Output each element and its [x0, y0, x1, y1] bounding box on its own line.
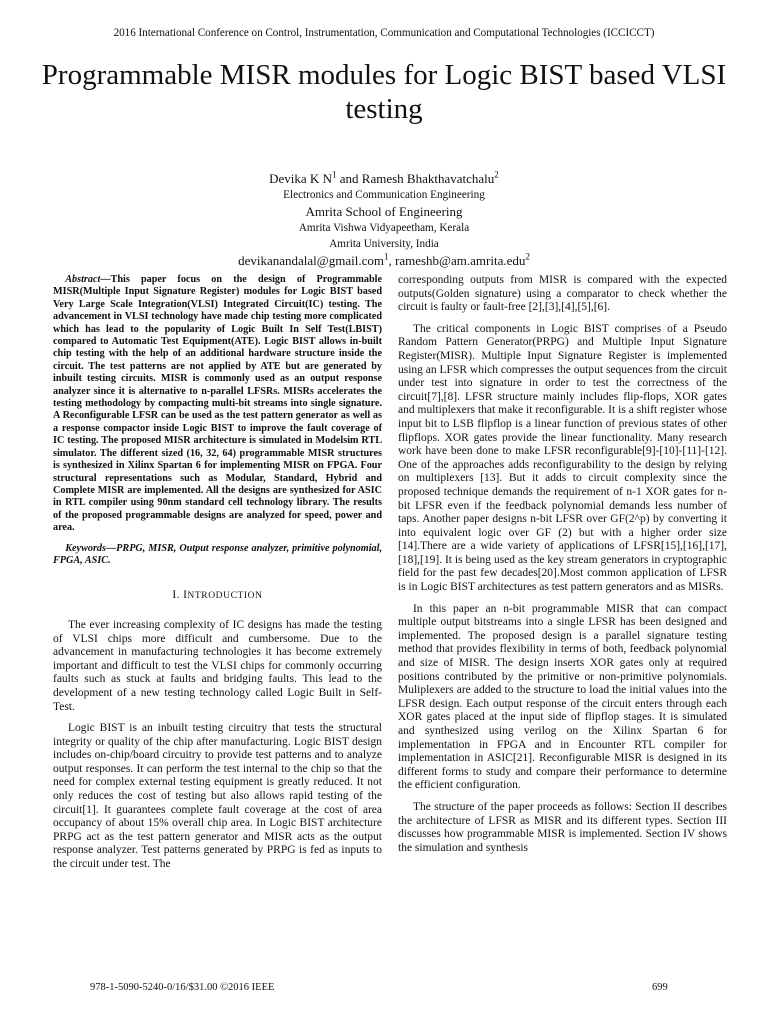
keywords-dash: —: [105, 542, 117, 554]
footer-page-number: 699: [652, 982, 668, 993]
author-names: [0, 170, 768, 187]
paper-title: Programmable MISR modules for Logic BIST based VLSI testing: [41, 59, 727, 125]
conference-header: 2016 International Conference on Control, Instrumentation, Communication and Computational Technologies (ICCICCT): [113, 27, 655, 39]
abstract: [53, 274, 382, 535]
intro-paragraph-4: In this paper an n-bit programmable MISR that can compact multiple output bitstreams into a single LFSR has been designed and implemented. The proposed design is a parallel signature testing method that provides flexibility in terms of both, feedback polynomial and size of MISR. The design inserts XOR gates only at required positions contributed by the primitive or non-primitive polynomials. Muliplexers are added to the structure to load the initial values into the LFSR design. Each output response of the circuit enters through each XOR gates placed at the input side of flipflop stages. It is simulated and synthesized using verilog on the Xilinx Spartan 6 for implementation in FPGA and in Encounter RTL compiler for implementation in ASIC[21]. Reconfigurable MISR is designed in its different forms to study and compare their performance to determine the efficient configuration.: [398, 602, 727, 792]
author-emails: [0, 252, 768, 269]
email-2[interactable]: rameshb@am.amrita.edu: [395, 253, 526, 268]
affiliation-university: Amrita Vishwa Vidyapeetham, Kerala: [298, 222, 470, 234]
email-2-sup: 2: [525, 251, 530, 262]
affiliation-country: Amrita University, India: [329, 238, 439, 250]
abstract-label: Abstract: [65, 274, 101, 285]
email-separator: ,: [388, 253, 396, 268]
intro-paragraph-2: Logic BIST is an inbuilt testing circuitry that tests the structural integrity or quality of the chip after manufacturing. Logic BIST design includes on-chip/board circuitry to provide test patterns and to analyze output responses. It can perform the test internal to the chip so that the need for complex external testing equipment is greatly reduced. It not only reduces the cost of testing but also allows rapid testing of the circuit[1]. It guarantees complete fault coverage at the cost of area occupancy of about 15% overall chip area. In Logic BIST architecture PRPG act as the test pattern generator and MISR acts as the output response analyzer. Test patterns generated by PRPG is fed as inputs to the circuit under test. The: [53, 722, 382, 871]
abstract-text: This paper focus on the design of Programmable MISR(Multiple Input Signature Register) modules for Logic BIST based Very Large Scale Integration(VLSI) Integrated Circuit(IC) testing. The advancement in VLSI technology have made chip testing more complicated which has lead to the popularity of Logic Built In Self Test(LBIST) compared to Automatic Test Equipment(ATE). Logic BIST allows in-built chip testing with the help of an additional hardware structure inside the circuit. The test patterns are not applied by ATE but are generated by inbuilt testing circuits. MISR is commonly used as an output response analyzer since it is alternative to n-parallel LFSRs. MISRs accelerates the testing methodology by compacting multi-bit streams into single signature. A Reconfigurable LFSR can be used as the test pattern generator as well as a response compactor inside Logic BIST to improve the fault coverage of IC testing. The proposed MISR architecture is simulated in Modelsim RTL simulator. The different sized (16, 32, 64) programmable MISR structures is synthesized in Xilinx Spartan 6 for implementing MISR on FPGA. Four structural representations such as Modular, Standard, Hybrid and Complete MISR are implemented. All the designs are synthesized for ASIC in RTL compiler using 90nm standard cell technology library. The results of the proposed programmable designs are analyzed for speed, power and area.: [53, 274, 382, 534]
left-column: [53, 274, 382, 880]
section-title-rest: NTRODUCTION: [187, 591, 263, 602]
affiliation-school: Amrita School of Engineering: [305, 204, 463, 219]
abstract-dash: —: [100, 274, 111, 285]
section-numeral: I.: [172, 589, 184, 602]
email-1[interactable]: devikanandalal@gmail.com: [238, 253, 384, 268]
intro-paragraph-5: The structure of the paper proceeds as follows: Section II describes the architecture of LFSR as MISR and its different types. Section III discusses how programmable MISR is implemented. Section IV shows the simulation and synthesis: [398, 800, 727, 854]
author-2: Ramesh Bhakthavatchalu: [361, 171, 495, 186]
author-2-sup: 2: [494, 169, 499, 180]
section-initial: I: [183, 589, 188, 602]
keywords: [53, 543, 382, 568]
author-and: and: [336, 171, 362, 186]
author-1: Devika K N: [269, 171, 332, 186]
keywords-text: PRPG, MISR, Output response analyzer, primitive polynomial, FPGA, ASIC.: [53, 542, 382, 566]
author-block: [0, 170, 768, 269]
intro-paragraph-3: The critical components in Logic BIST comprises of a Pseudo Random Pattern Generator(PRPG) and Multiple Input Signature Register(MISR). Multiple Input Signature Register is implemented using an LFSR which compresses the output sequences from the circuit under test into signature in order to test the correctness of the circuit[7],[8]. LFSR structure mainly includes flip-flops, XOR gates and multiplexers that make it reconfigurable. It is a shift register whose input bit to LSB flipflop is a linear function of previous states of other flipflops. XOR gates provide the linear functionality. Many research work have been done to make LFSR reconfigurable[9]-[10]-[11]-[12]. One of the approaches adds reconfigurability to the design by relying on multiplexers [13]. But it adds to circuit complexity since the proposed technique demands the requirement of n-1 XOR gates for n-bit LFSR even if the feedback polynomial demands less number of taps. Another paper designs n-bit LFSR over GF(2^p) by converting it into equivalent logic over GF (2) but with a higher order size [14].There are a wide variety of applications of LFSR[15],[16],[17],[18],[19]. It is being used as the key stream generators in cryptographic field for the past few decades[20].Most common application of LFSR is in Logic BIST architectures as test pattern generators and as MISRs.: [398, 322, 727, 594]
section-heading-introduction: [53, 589, 382, 604]
right-column: [398, 274, 727, 863]
keywords-label: Keywords: [65, 542, 106, 554]
footer-copyright: 978-1-5090-5240-0/16/$31.00 ©2016 IEEE: [90, 982, 275, 993]
affiliation-department: Electronics and Communication Engineering: [283, 189, 485, 201]
intro-paragraph-2-continued: corresponding outputs from MISR is compared with the expected outputs(Golden signature) using a comparator to check whether the circuit is faulty or fault-free [2],[3],[4],[5],[6].: [398, 274, 727, 314]
intro-paragraph-1: The ever increasing complexity of IC designs has made the testing of VLSI chips more difficult and cumbersome. Due to the advancement in manufacturing technologies it has become extremely important and difficult to test the VLSI chips for commonly occurring faults such as stuck at faults and bridging faults. This lead to the development of a new testing technology called Logic Built in Self-Test.: [53, 618, 382, 713]
email-1-sup: 1: [383, 251, 389, 262]
author-1-sup: 1: [331, 169, 337, 180]
